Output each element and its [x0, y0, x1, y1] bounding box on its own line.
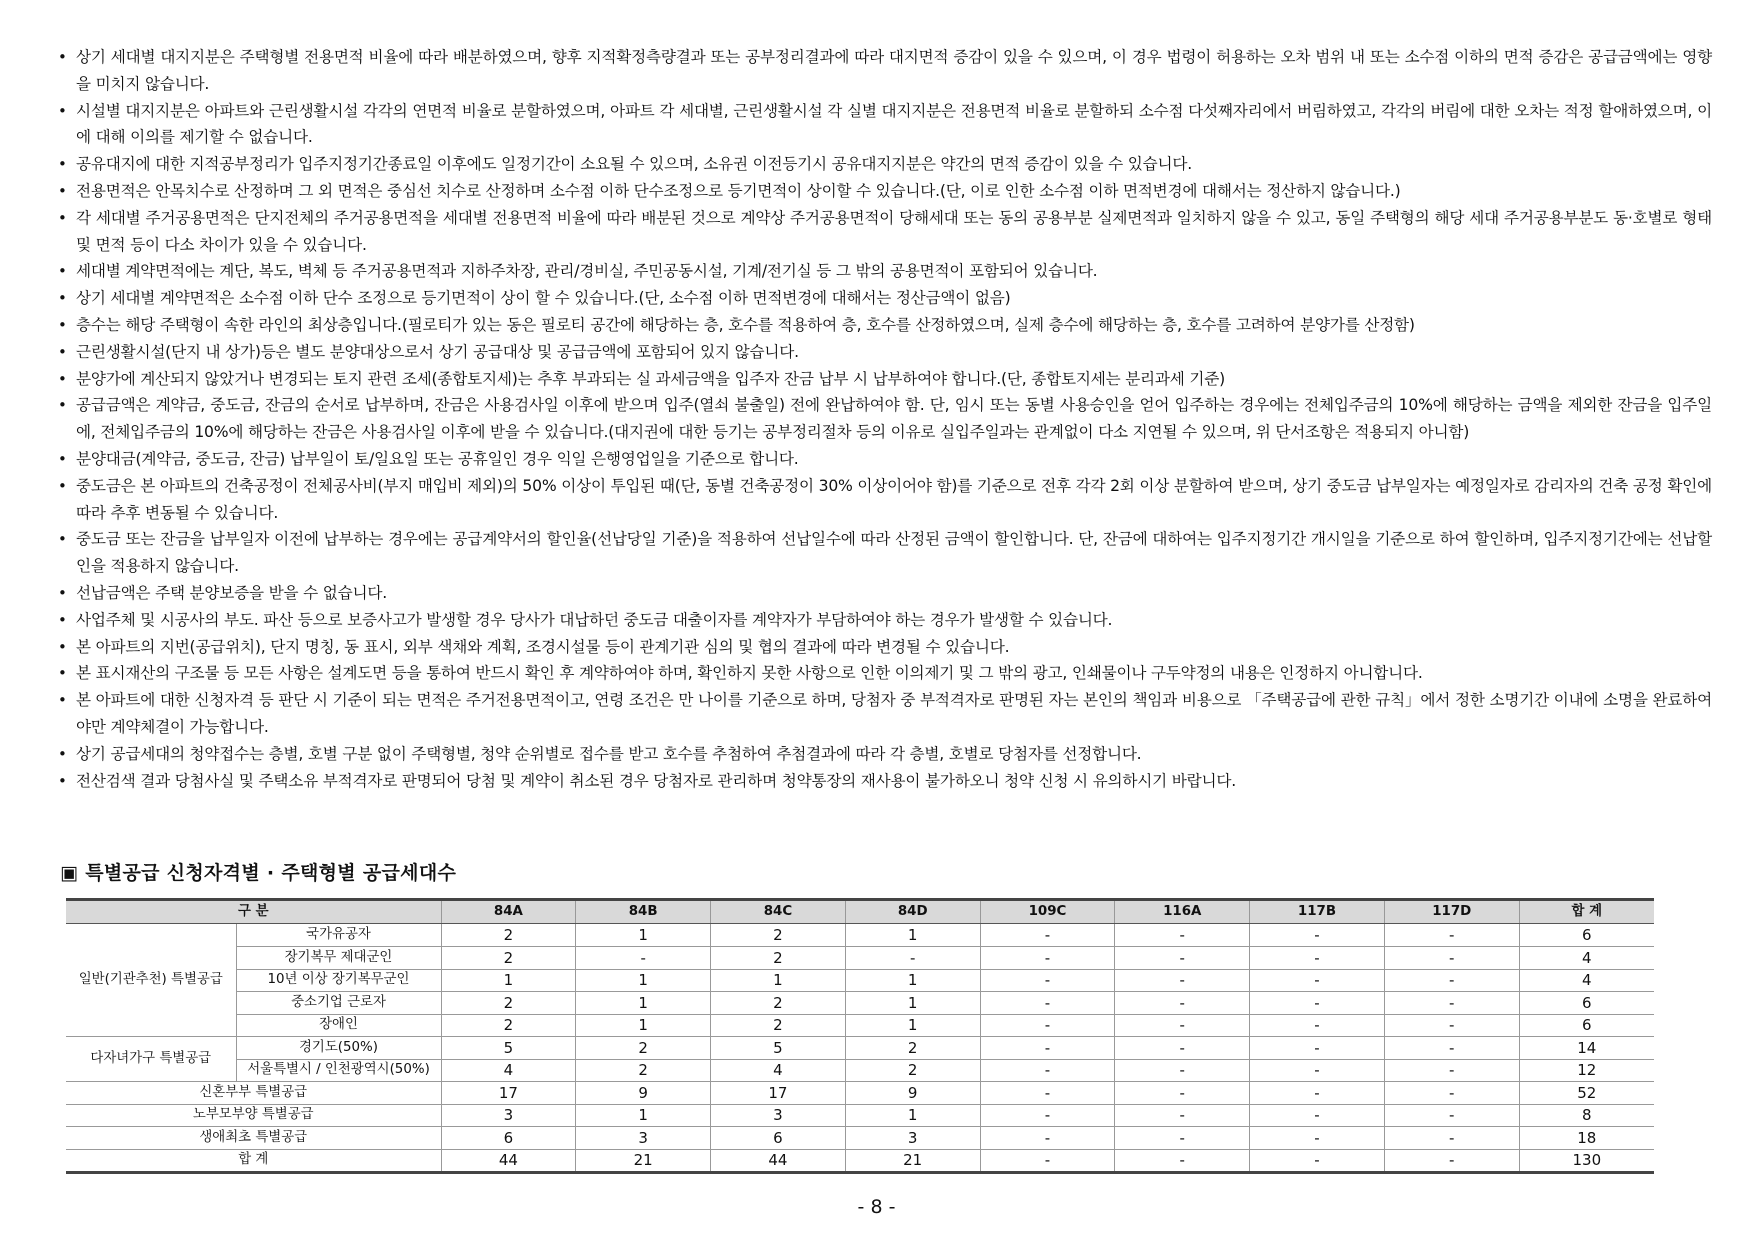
table-cell: 52: [1519, 1082, 1654, 1105]
table-cell: -: [1384, 1059, 1519, 1082]
table-cell: 1: [845, 1014, 980, 1037]
table-cell: 1: [576, 992, 711, 1015]
table-cell: 1: [845, 924, 980, 947]
table-row: [66, 924, 1654, 947]
table-cell: 5: [441, 1037, 576, 1060]
table-cell: 2: [845, 1037, 980, 1060]
table-cell: 1: [441, 969, 576, 992]
table-cell: -: [1115, 1082, 1250, 1105]
table-body: [66, 924, 1654, 1173]
table-cell: -: [1115, 1037, 1250, 1060]
table-cell: 2: [711, 924, 846, 947]
table-cell: 14: [1519, 1037, 1654, 1060]
table-cell: 6: [1519, 992, 1654, 1015]
table-cell: 6: [1519, 1014, 1654, 1037]
table-cell: 9: [845, 1082, 980, 1105]
table-cell: 1: [576, 1104, 711, 1127]
table-cell: 3: [441, 1104, 576, 1127]
row-label: 합 계: [66, 1149, 441, 1173]
table-cell: 44: [711, 1149, 846, 1173]
table-cell: -: [576, 947, 711, 970]
note-item: • 상기 세대별 계약면적은 소수점 이하 단수 조정으로 등기면적이 상이 할 수 있습니다.(단, 소수점 이하 면적변경에 대해서는 정산금액이 없음): [56, 285, 1712, 312]
table-cell: -: [1250, 1014, 1385, 1037]
table-cell: -: [1384, 1104, 1519, 1127]
note-item: • 본 아파트에 대한 신청자격 등 판단 시 기준이 되는 면적은 주거전용면적이고, 연령 조건은 만 나이를 기준으로 하며, 당첨자 중 부적격자로 판명된 자는 본인의 책임과 비용으로 「주택공급에 관한 규칙」에서 정한 소명기간 이내에 소명을 완료하여야만 계약체결이 가능합니다.: [56, 687, 1712, 741]
note-item: • 근린생활시설(단지 내 상가)등은 별도 분양대상으로서 상기 공급대상 및 공급금액에 포함되어 있지 않습니다.: [56, 339, 1712, 366]
note-item: • 상기 공급세대의 청약접수는 층별, 호별 구분 없이 주택형별, 청약 순위별로 접수를 받고 호수를 추첨하여 추첨결과에 따라 각 층별, 호별로 당첨자를 선정합니다.: [56, 741, 1712, 768]
table-row: [66, 947, 1654, 970]
table-cell: -: [980, 947, 1115, 970]
section-marker-icon: ▣: [60, 862, 79, 884]
table-cell: 1: [845, 1104, 980, 1127]
header-column: 84A: [441, 900, 576, 924]
note-item: • 시설별 대지지분은 아파트와 근린생활시설 각각의 연면적 비율로 분할하였으며, 아파트 각 세대별, 근린생활시설 각 실별 대지지분은 전용면적 비율로 분할하되 소수점 다섯째자리에서 버림하였고, 각각의 버림에 대한 오차는 적정 할애하였으며, 이에 대해 이의를 제기할 수 없습니다.: [56, 98, 1712, 152]
table-cell: -: [980, 1014, 1115, 1037]
table-cell: -: [980, 1127, 1115, 1150]
table-cell: -: [1250, 1082, 1385, 1105]
note-item: • 전용면적은 안목치수로 산정하며 그 외 면적은 중심선 치수로 산정하며 소수점 이하 단수조정으로 등기면적이 상이할 수 있습니다.(단, 이로 인한 소수점 이하 면적변경에 대해서는 정산하지 않습니다.): [56, 178, 1712, 205]
total-row: [66, 1149, 1654, 1173]
table-cell: -: [1115, 1104, 1250, 1127]
table-cell: -: [1250, 1059, 1385, 1082]
table-cell: -: [980, 1059, 1115, 1082]
note-item: • 층수는 해당 주택형이 속한 라인의 최상층입니다.(필로티가 있는 동은 필로티 공간에 해당하는 층, 호수를 적용하여 층, 호수를 산정하였으며, 실제 층수에 해당하는 층, 호수를 고려하여 분양가를 산정함): [56, 312, 1712, 339]
table-cell: 17: [441, 1082, 576, 1105]
table-cell: 2: [441, 924, 576, 947]
table-cell: 1: [711, 969, 846, 992]
table-cell: -: [1250, 969, 1385, 992]
table-cell: -: [980, 992, 1115, 1015]
table-cell: 2: [576, 1037, 711, 1060]
table-cell: -: [1384, 924, 1519, 947]
table-cell: 6: [441, 1127, 576, 1150]
table-cell: 1: [576, 969, 711, 992]
table-cell: 2: [711, 1014, 846, 1037]
table-cell: 1: [845, 969, 980, 992]
header-column: 117D: [1384, 900, 1519, 924]
table-row: [66, 1127, 1654, 1150]
row-label: 생애최초 특별공급: [66, 1127, 441, 1150]
table-row: [66, 969, 1654, 992]
note-item: • 본 표시재산의 구조물 등 모든 사항은 설계도면 등을 통하여 반드시 확인 후 계약하여야 하며, 확인하지 못한 사항으로 인한 이의제기 및 그 밖의 광고, 인쇄물이나 구두약정의 내용은 인정하지 아니합니다.: [56, 660, 1712, 687]
table-cell: 21: [576, 1149, 711, 1173]
table-cell: -: [980, 924, 1115, 947]
row-label: 신혼부부 특별공급: [66, 1082, 441, 1105]
table-cell: -: [1250, 1149, 1385, 1173]
note-item: • 공유대지에 대한 지적공부정리가 입주지정기간종료일 이후에도 일정기간이 소요될 수 있으며, 소유권 이전등기시 공유대지지분은 약간의 면적 증감이 있을 수 있습니다.: [56, 151, 1712, 178]
table-cell: -: [1384, 1037, 1519, 1060]
table-cell: 2: [711, 992, 846, 1015]
header-column: 84B: [576, 900, 711, 924]
table-cell: -: [1115, 1149, 1250, 1173]
table-cell: -: [1115, 969, 1250, 992]
table-cell: -: [1115, 947, 1250, 970]
table-cell: 2: [711, 947, 846, 970]
note-item: • 중도금 또는 잔금을 납부일자 이전에 납부하는 경우에는 공급계약서의 할인율(선납당일 기준)을 적용하여 선납일수에 따라 산정된 금액이 할인합니다. 단, 잔금에 대하여는 입주지정기간 개시일을 기준으로 하여 할인하며, 입주지정기간에는 선납할인을 적용하지 않습니다.: [56, 526, 1712, 580]
note-item: • 분양가에 계산되지 않았거나 변경되는 토지 관련 조세(종합토지세)는 추후 부과되는 실 과세금액을 입주자 잔금 납부 시 납부하여야 합니다.(단, 종합토지세는 분리과세 기준): [56, 366, 1712, 393]
table-row: [66, 1082, 1654, 1105]
table-cell: -: [1250, 1104, 1385, 1127]
table-cell: -: [980, 1149, 1115, 1173]
table-cell: 1: [576, 1014, 711, 1037]
table-cell: -: [1384, 1082, 1519, 1105]
table-cell: 5: [711, 1037, 846, 1060]
table-cell: 6: [1519, 924, 1654, 947]
header-column: 84D: [845, 900, 980, 924]
notes-list: [56, 44, 1712, 794]
note-item: • 사업주체 및 시공사의 부도. 파산 등으로 보증사고가 발생할 경우 당사가 대납하던 중도금 대출이자를 계약자가 부담하여야 하는 경우가 발생할 수 있습니다.: [56, 607, 1712, 634]
table-cell: -: [1115, 1059, 1250, 1082]
note-item: • 세대별 계약면적에는 계단, 복도, 벽체 등 주거공용면적과 지하주차장, 관리/경비실, 주민공동시설, 기계/전기실 등 그 밖의 공용면적이 포함되어 있습니다.: [56, 258, 1712, 285]
table-cell: 6: [711, 1127, 846, 1150]
group-label: 다자녀가구 특별공급: [66, 1037, 236, 1082]
table-cell: 4: [1519, 947, 1654, 970]
table-cell: -: [1250, 992, 1385, 1015]
table-row: [66, 1059, 1654, 1082]
table-cell: 2: [441, 947, 576, 970]
table-cell: 18: [1519, 1127, 1654, 1150]
row-label: 장애인: [236, 1014, 441, 1037]
page-number: - 8 -: [857, 1196, 896, 1218]
row-label: 노부모부양 특별공급: [66, 1104, 441, 1127]
section-title: [60, 858, 456, 885]
row-label: 서울특별시 / 인천광역시(50%): [236, 1059, 441, 1082]
table-cell: 1: [845, 992, 980, 1015]
table-cell: 9: [576, 1082, 711, 1105]
table-cell: -: [1384, 969, 1519, 992]
table-cell: 12: [1519, 1059, 1654, 1082]
header-column: 109C: [980, 900, 1115, 924]
row-label: 중소기업 근로자: [236, 992, 441, 1015]
header-column: 117B: [1250, 900, 1385, 924]
table-cell: 2: [441, 1014, 576, 1037]
table-row: [66, 992, 1654, 1015]
note-item: • 공급금액은 계약금, 중도금, 잔금의 순서로 납부하며, 잔금은 사용검사일 이후에 받으며 입주(열쇠 불출일) 전에 완납하여야 함. 단, 임시 또는 동별 사용승인을 얻어 입주하는 경우에는 전체입주금의 10%에 해당하는 금액을 제외한 잔금을 입주일에, 전체입주금의 10%에 해당하는 잔금은 사용검사일 이후에 받을 수 있습니다.(대지권에 대한 등기는 공부정리절차 등의 이유로 실입주일과는 관계없이 다소 지연될 수 있으며, 위 단서조항은 적용되지 아니함): [56, 392, 1712, 446]
table-cell: 4: [711, 1059, 846, 1082]
table-cell: 3: [576, 1127, 711, 1150]
table-cell: -: [1250, 947, 1385, 970]
row-label: 국가유공자: [236, 924, 441, 947]
header-category: 구 분: [66, 900, 441, 924]
table-row: [66, 1104, 1654, 1127]
table-cell: 3: [711, 1104, 846, 1127]
table-cell: -: [980, 1104, 1115, 1127]
table-header-row: [66, 900, 1654, 924]
row-label: 경기도(50%): [236, 1037, 441, 1060]
table-cell: -: [1250, 924, 1385, 947]
table-cell: -: [1115, 1127, 1250, 1150]
section-title-text: 특별공급 신청자격별 · 주택형별 공급세대수: [85, 862, 457, 884]
table-cell: -: [1384, 992, 1519, 1015]
table-cell: -: [980, 969, 1115, 992]
note-item: • 전산검색 결과 당첨사실 및 주택소유 부적격자로 판명되어 당첨 및 계약이 취소된 경우 당첨자로 관리하며 청약통장의 재사용이 불가하오니 청약 신청 시 유의하시기 바랍니다.: [56, 768, 1712, 795]
note-item: • 본 아파트의 지번(공급위치), 단지 명칭, 동 표시, 외부 색채와 계획, 조경시설물 등이 관계기관 심의 및 협의 결과에 따라 변경될 수 있습니다.: [56, 634, 1712, 661]
note-item: • 각 세대별 주거공용면적은 단지전체의 주거공용면적을 세대별 전용면적 비율에 따라 배분된 것으로 계약상 주거공용면적이 당해세대 또는 동의 공용부분 실제면적과 일치하지 않을 수 있고, 동일 주택형의 해당 세대 주거공용부분도 동·호별로 형태 및 면적 등이 다소 차이가 있을 수 있습니다.: [56, 205, 1712, 259]
table-cell: -: [1250, 1037, 1385, 1060]
table-cell: -: [980, 1037, 1115, 1060]
table-cell: -: [1384, 1127, 1519, 1150]
group-label: 일반(기관추천) 특별공급: [66, 924, 236, 1037]
note-item: • 선납금액은 주택 분양보증을 받을 수 없습니다.: [56, 580, 1712, 607]
note-item: • 분양대금(계약금, 중도금, 잔금) 납부일이 토/일요일 또는 공휴일인 경우 익일 은행영업일을 기준으로 합니다.: [56, 446, 1712, 473]
table-cell: -: [1384, 947, 1519, 970]
table-cell: -: [1384, 1014, 1519, 1037]
table-cell: 17: [711, 1082, 846, 1105]
table-cell: -: [1115, 1014, 1250, 1037]
table-cell: -: [980, 1082, 1115, 1105]
table-cell: -: [1115, 924, 1250, 947]
table-cell: -: [845, 947, 980, 970]
table-cell: 1: [576, 924, 711, 947]
header-column: 합 계: [1519, 900, 1654, 924]
table-cell: 2: [441, 992, 576, 1015]
header-column: 84C: [711, 900, 846, 924]
header-column: 116A: [1115, 900, 1250, 924]
table-cell: 4: [441, 1059, 576, 1082]
table-cell: -: [1115, 992, 1250, 1015]
table-cell: -: [1384, 1149, 1519, 1173]
row-label: 10년 이상 장기복무군인: [236, 969, 441, 992]
table-cell: 8: [1519, 1104, 1654, 1127]
table-cell: 3: [845, 1127, 980, 1150]
supply-table: [66, 898, 1654, 1174]
table-row: [66, 1014, 1654, 1037]
table-cell: 4: [1519, 969, 1654, 992]
table-cell: 2: [576, 1059, 711, 1082]
note-item: • 중도금은 본 아파트의 건축공정이 전체공사비(부지 매입비 제외)의 50% 이상이 투입된 때(단, 동별 건축공정이 30% 이상이어야 함)를 기준으로 전후 각각 2회 이상 분할하여 받으며, 상기 중도금 납부일자는 예정일자로 감리자의 건축 공정 확인에 따라 추후 변동될 수 있습니다.: [56, 473, 1712, 527]
table-cell: 2: [845, 1059, 980, 1082]
table-row: [66, 1037, 1654, 1060]
table-cell: -: [1250, 1127, 1385, 1150]
note-item: • 상기 세대별 대지지분은 주택형별 전용면적 비율에 따라 배분하였으며, 향후 지적확정측량결과 또는 공부정리결과에 따라 대지면적 증감이 있을 수 있으며, 이 경우 법령이 허용하는 오차 범위 내 또는 소수점 이하의 면적 증감은 공급금액에는 영향을 미치지 않습니다.: [56, 44, 1712, 98]
table-cell: 21: [845, 1149, 980, 1173]
table-cell: 44: [441, 1149, 576, 1173]
table-cell: 130: [1519, 1149, 1654, 1173]
row-label: 장기복무 제대군인: [236, 947, 441, 970]
